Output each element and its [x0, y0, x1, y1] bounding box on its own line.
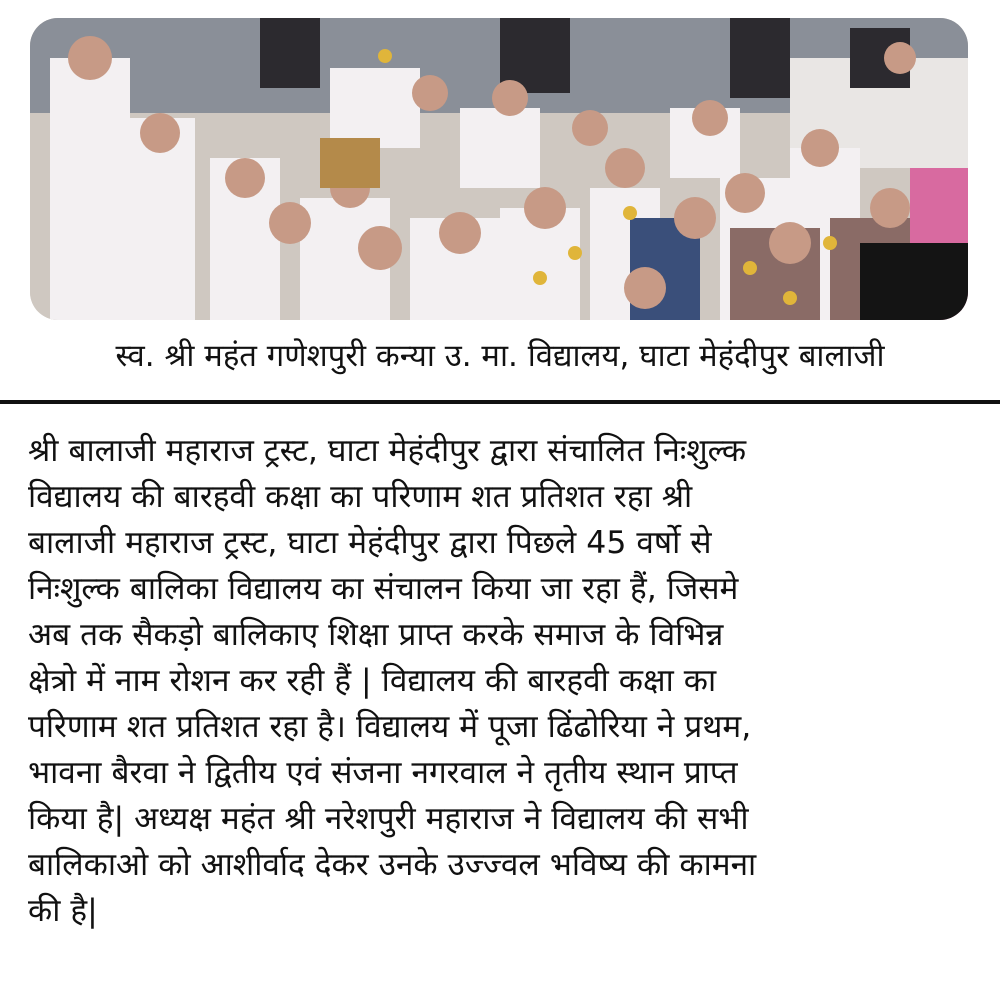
article-line: परिणाम शत प्रतिशत रहा है। विद्यालय में पूजा ढिंढोरिया ने प्रथम,: [28, 709, 752, 745]
article-line: निःशुल्क बालिका विद्यालय का संचालन किया जा रहा हैं, जिसमे: [28, 571, 739, 607]
article-line: अब तक सैकड़ो बालिकाए शिक्षा प्राप्त करके समाज के विभिन्न: [28, 617, 724, 653]
group-photo-illustration: [30, 18, 968, 320]
article-line: बालिकाओ को आशीर्वाद देकर उनके उज्ज्वल भविष्य की कामना: [28, 847, 757, 883]
article-line: विद्यालय की बारहवी कक्षा का परिणाम शत प्रतिशत रहा श्री: [28, 479, 693, 515]
article-line: श्री बालाजी महाराज ट्रस्ट, घाटा मेहंदीपुर द्वारा संचालित निःशुल्क: [28, 433, 747, 469]
article-line: की है|: [28, 893, 98, 929]
article-line: क्षेत्रो में नाम रोशन कर रही हैं | विद्यालय की बारहवी कक्षा का: [28, 663, 717, 699]
article-line: बालाजी महाराज ट्रस्ट, घाटा मेहंदीपुर द्वारा पिछले 45 वर्षो से: [28, 525, 712, 561]
article-line: किया है| अध्यक्ष महंत श्री नरेशपुरी महाराज ने विद्यालय की सभी: [28, 801, 749, 837]
school-name-caption: स्व. श्री महंत गणेशपुरी कन्या उ. मा. विद्यालय, घाटा मेहंदीपुर बालाजी: [115, 338, 885, 374]
article-line: भावना बैरवा ने द्वितीय एवं संजना नगरवाल ने तृतीय स्थान प्राप्त: [28, 755, 738, 791]
divider-line: [0, 400, 1000, 404]
group-photo: [30, 18, 968, 320]
article-body: [28, 428, 978, 934]
